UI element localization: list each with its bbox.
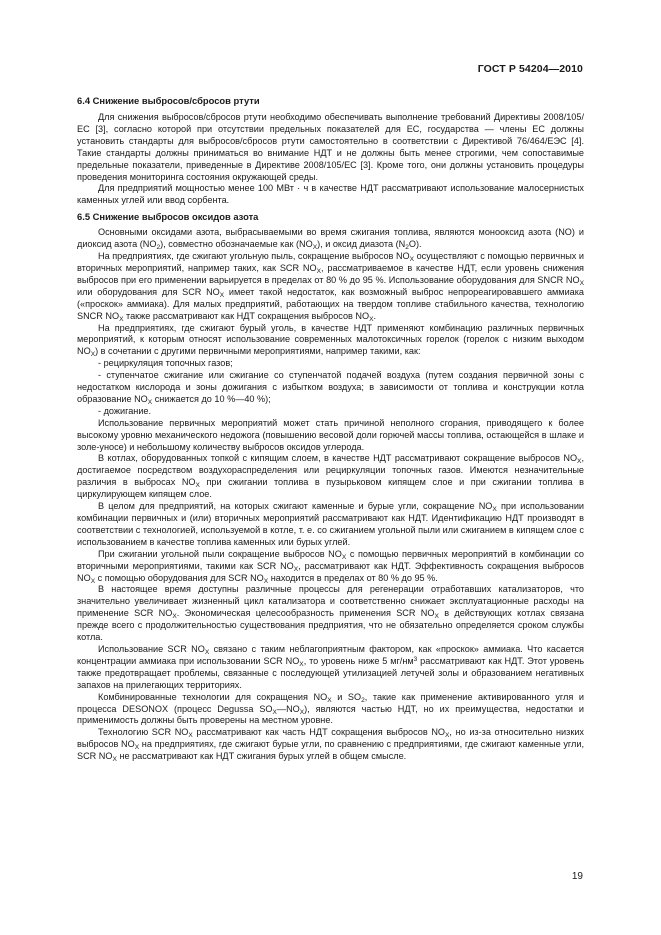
paragraph: Основными оксидами азота, выбрасываемыми во время сжигания топлива, являются монооксид азота (NO) и диоксид азота $(NO_2)$, совместно обозначаемые как $(NO_X)$, и оксид диазота $(N_2O)$. (77, 227, 584, 252)
paragraph: Для предприятий мощностью менее 100 МВт · ч в качестве НДТ рассматривают использование малосернистых каменных углей или ввод сорбента. (77, 183, 584, 206)
paragraph: В котлах, оборудованных топкой с кипящим слоем, в качестве НДТ рассматривают сокращение выбросов $NO_X$, достигаемое посредством воздухораспределения или рециркуляции топочных газов. Имеются незначительные различия в выбросах $NO_X$ при сжигании топлива в пузырьковом кипящем слое и при сжигании топлива в циркулирующем кипящем слое. (77, 453, 585, 500)
list-item: - ступенчатое сжигание или сжигание со ступенчатой подачей воздуха (путем создания первичной зоны с недостатком кислорода и зоны дожигания с избытком воздуха; в зависимости от топлива и конструкции котла образование $NO_X$ снижается до 10 %—40 %); (77, 370, 584, 406)
paragraph: Использование первичных мероприятий может стать причиной неполного сгорания, приводящего к более высокому уровню механического недожога (повышению весовой доли горючей массы топлива, остающейся в шлаке и золе-уносе) и небольшому количеству выбросов оксидов углерода. (77, 417, 584, 452)
paragraph: В целом для предприятий, на которых сжигают каменные и бурые угли, сокращение $NO_X$ при использовании комбинации первичных и (или) вторичных мероприятий рассматривают как НДТ. Идентификацию НДТ производят в соответствии с технологией, используемой в котле, т. е. со сжиганием угольной пыли или сжиганием в кипящем слое с использованием в качестве топлива каменных или бурых углей. (77, 501, 585, 547)
paragraph: При сжигании угольной пыли сокращение выбросов $NO_X$ с помощью первичных мероприятий в комбинации со вторичными мероприятиями, такими как SCR $NO_X$, рассматривают как НДТ. Эффективность сокращения выбросов $NO_X$ с помощью оборудования для SCR $NO_X$ находится в пределах от 80 % до 95 %. (77, 548, 585, 585)
standard-header: ГОСТ Р 54204—2010 (477, 63, 583, 75)
paragraph: Для снижения выбросов/сбросов ртути необходимо обеспечивать выполнение требований Директивы 2008/105/ЕС [3], согласно которой при отсутствии предельных показателей для ЕС, государства — члены ЕС должны установить стандарты для выбросов/сбросов ртути самостоятельно в соответствии с Директивой 76/464/ЕЭС [4]. Такие стандарты должны приниматься во внимание НДТ и не должны быть менее строгими, чем сопоставимые предельные показатели, приведенные в Директиве 2008/105/ЕС [3]. Кроме того, они должны установить процедуры проведения мониторинга состояния окружающей среды. (77, 112, 584, 182)
paragraph: Комбинированные технологии для сокращения $NO_X$ и $SO_2$, такие как применение активированного угля и процесса DESONOX (процесс Degussa $SO_X—NO_X$), являются частью НДТ, но их преимущества, недостатки и применимость должны быть проверены на местном уровне. (77, 691, 584, 726)
paragraph: На предприятиях, где сжигают бурый уголь, в качестве НДТ применяют комбинацию различных первичных мероприятий, к которым относят использование современных малотоксичных горелок (горелок с низким выходом $NO_X$) в сочетании с другими первичными мероприятиями, например такими, как: (77, 322, 584, 359)
page-number: 19 (571, 871, 583, 882)
paragraph: Использование SCR $NO_X$ связано с таким неблагоприятным фактором, как «проскок» аммиака. Что касается концентрации аммиака при использовании SCR $NO_X$, то уровень ниже 5 $мг/нм^3$ рассматривают как НДТ. Этот уровень также предотвращает проблемы, связанные с последующей утилизацией летучей золы и образованием негативных запахов на прилегающих территориях. (77, 643, 584, 690)
list-item: - дожигание. (98, 405, 152, 416)
section-title-6-5: 6.5 Снижение выбросов оксидов азота (77, 211, 259, 223)
section-title-6-4: 6.4 Снижение выбросов/сбросов ртути (77, 95, 260, 106)
list-item: - рециркуляция топочных газов; (98, 358, 233, 369)
paragraph: На предприятиях, где сжигают угольную пыль, сокращение выбросов $NO_X$ осуществляют с помощью первичных и вторичных мероприятий, например таких, как SCR $NO_X$, рассматриваемое в качестве НДТ, если уровень снижения выбросов при его применении варьируется в пределах от 80 % до 95 %. Использование оборудования для SNCR $NO_X$ или оборудования для SCR $NO_X$ имеет такой недостаток, как возможный выброс непрореагировавшего аммиака («проскок» аммиака). Для малых предприятий, работающих на твердом топливе стабильного качества, технологию SNCR $NO_X$ также рассматривают как НДТ сокращения выбросов $NO_X$. (77, 251, 585, 323)
paragraph: Технологию SCR $NO_X$ рассматривают как часть НДТ сокращения выбросов $NO_X$, но из-за относительно низких выбросов $NO_X$ на предприятиях, где сжигают бурые угли, по сравнению с предприятиями, где сжигают каменные угли, SCR $NO_X$ не рассматривают как НДТ сжигания бурых углей в общем смысле. (77, 727, 584, 764)
paragraph: В настоящее время доступны различные процессы для регенерации отработавших катализаторов, что значительно увеличивает жизненный цикл катализатора и соответственно снижает эксплуатационные расходы на применение SCR $NO_X$. Экономическая целесообразность применения SCR $NO_X$ в действующих котлах связана прежде всего с продолжительностью существования предприятия, что не обязательно определяется сроком службы котла. (77, 584, 585, 643)
document-body (77, 95, 584, 763)
